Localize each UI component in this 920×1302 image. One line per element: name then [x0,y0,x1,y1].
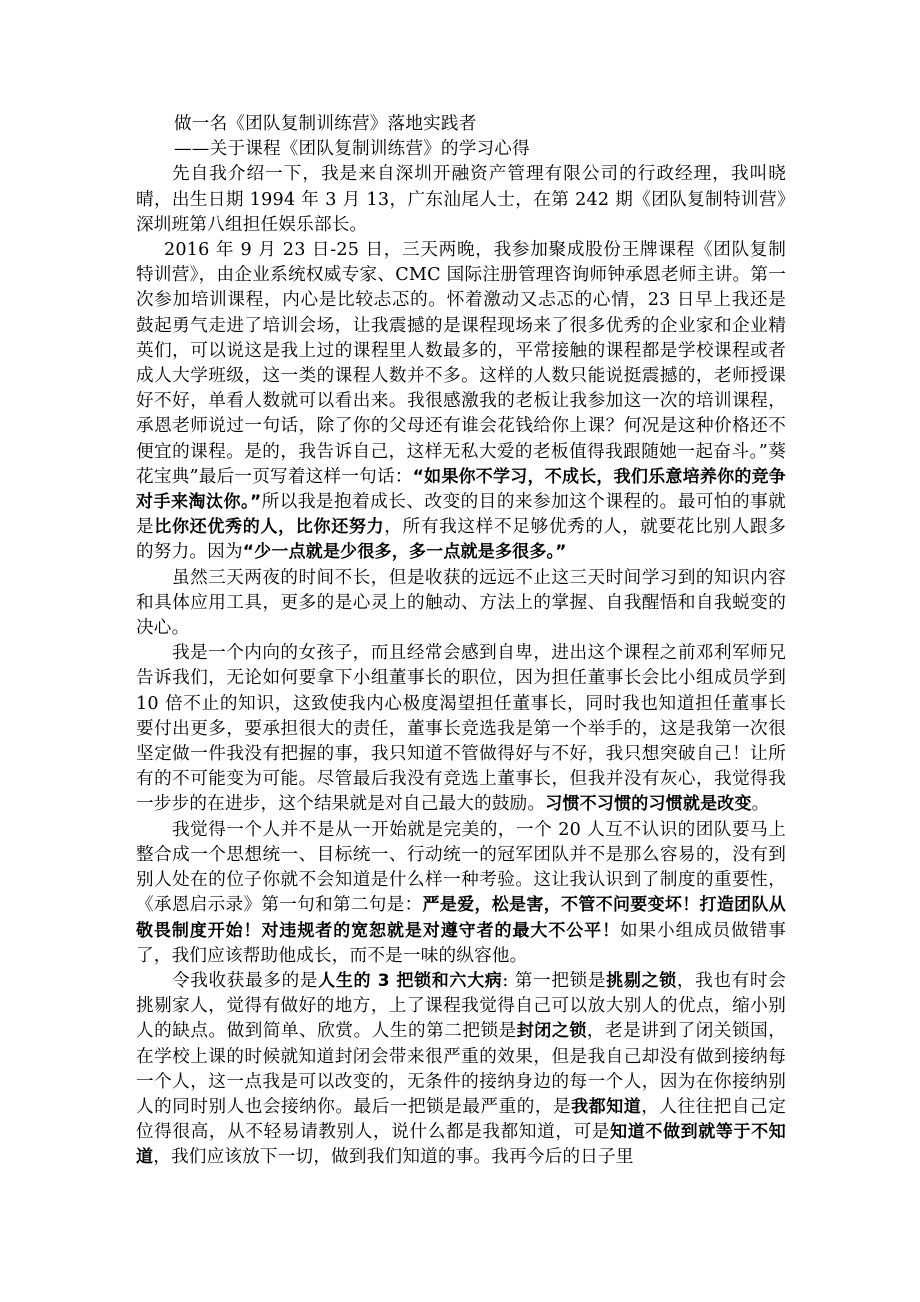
bold-phrase: 封闭之锁 [516,1021,587,1042]
paragraph-text: 所以我是抱着成长、改变的目的来参加这个课程的。最可怕的事就是 [136,492,786,538]
bold-quote: “少一点就是少很多，多一点就是多很多。” [242,542,567,563]
bold-phrase: 人生的 3 把锁和六大病 [318,970,503,991]
document-body [136,112,786,1171]
bold-phrase: 习惯不习惯的习惯就是改变 [545,794,752,815]
paragraph-team [136,818,786,969]
paragraph-text: 。 [751,794,770,815]
document-title: 做一名《团队复制训练营》落地实践者 [174,114,477,134]
paragraph-text: ，我们应该放下一切，做到我们知道的事。我再今后的日子里 [153,1147,634,1168]
paragraph-chairman [136,641,786,817]
paragraph-text: ，人往往把自己定位得很高，从不轻易请教别人，说什么都是我都知道，可是 [136,1096,786,1143]
paragraph-text: ，老是讲到了闭关锁国，在学校上课的时候就知道封闭会带来很严重的效果，但是我自己却没有做到接纳每一个人，这一点我是可以改变的，无条件的接纳身边的每一个人，因为在你接纳别人的同时别人也会接纳你。最后一把锁是最严重的，是 [136,1021,787,1117]
paragraph-text: 我是一个内向的女孩子，而且经常会感到自卑，进出这个课程之前邓利军师兄告诉我们，无论如何要拿下小组董事长的职位，因为担任董事长会比小组成员学到 10 倍不止的知识，这致使我内心极度渴望担任董事长，同时我也知道担任董事长要付出更多，要承担很大的责任，董事长竞选我是第一个举手的，这是我第一次很坚定做一件我没有把握的事，我只知道不管做得好与不好，我只想突破自己！让所有的不可能变为可能。尽管最后我没有竞选上董事长，但我并没有灰心，我觉得我一步步的在进步，这个结果就是对自己最大的鼓励。 [136,643,786,815]
document-subtitle: ——关于课程《团队复制训练营》的学习心得 [174,139,530,160]
paragraph-intro: 先自我介绍一下，我是来自深圳开融资产管理有限公司的行政经理，我叫晓晴，出生日期 1994 年 3 月 13，广东汕尾人士，在第 242 期《团队复制特训营》深圳班第八组担任娱乐部长。 [136,164,786,235]
paragraph-text: ，所有我这样不足够优秀的人，就要花比别人跟多的努力。因为 [136,517,787,563]
paragraph-text: 如果小组成员做错事了，我们应该帮助他成长，而不是一味的纵容他。 [136,920,786,966]
bold-phrase: 知道不做到就等于不知道 [136,1122,787,1168]
bold-phrase: 挑剔之锁 [606,970,677,991]
bold-quote: “如果你不学习，不成长，我们乐意培养你的竞争对手来淘汰你。” [136,466,786,513]
paragraph-text: ，我也有时会挑剔家人，觉得有做好的地方，上了课程我觉得自己可以放大别人的优点，缩小别人的缺点。做到简单、欣赏。人生的第二把锁是 [136,970,786,1042]
paragraph-text: 2016 年 9 月 23 日-25 日，三天两晚，我参加聚成股份王牌课程《团队复制特训营》，由企业系统权威专家、CMC 国际注册管理咨询师钟承恩老师主讲。第一次参加培训课程，内心是比较忐忑的。怀着激动又忐忑的心情，23 日早上我还是鼓起勇气走进了培训会场，让我震撼的是课程现场来了很多优秀的企业家和企业精英们，可以说这是我上过的课程里人数最多的，平常接触的课程都是学校课程或者成人大学班级，这一类的课程人数并不多。这样的人数只能说挺震撼的，老师授课好不好，单看人数就可以看出来。我很感激我的老板让我参加这一次的培训课程，承恩老师说过一句话，除了你的父母还有谁会花钱给你上课？何况是这种价格还不便宜的课程。是的，我告诉自己，这样无私大爱的老板值得我跟随她一起奋斗。”葵花宝典”最后一页写着这样一句话： [136,240,786,487]
paragraph-text: : 第一把锁是 [502,970,607,991]
paragraph-text: 令我收获最多的是 [172,970,319,991]
bold-phrase: 比你还优秀的人，比你还努力 [154,517,385,538]
bold-quote: 严是爱，松是害，不管不问要变坏！打造团队从敬畏制度开始！对违规者的宽恕就是对遵守者的最大不公平！ [136,895,787,941]
paragraph-course-experience [136,238,786,566]
paragraph-three-locks [136,969,786,1171]
paragraph-harvest: 虽然三天两夜的时间不长，但是收获的远远不止这三天时间学习到的知识内容和具体应用工具，更多的是心灵上的触动、方法上的掌握、自我醒悟和自我蜕变的决心。 [136,567,786,639]
paragraph-text: 我觉得一个人并不是从一开始就是完美的，一个 20 人互不认识的团队要马上整合成一个思想统一、目标统一、行动统一的冠军团队并不是那么容易的，没有到别人处在的位子你就不会知道是什么样一种考验。这让我认识到了制度的重要性，《承恩启示录》第一句和第二句是： [136,819,786,916]
bold-phrase: 我都知道 [571,1096,642,1117]
